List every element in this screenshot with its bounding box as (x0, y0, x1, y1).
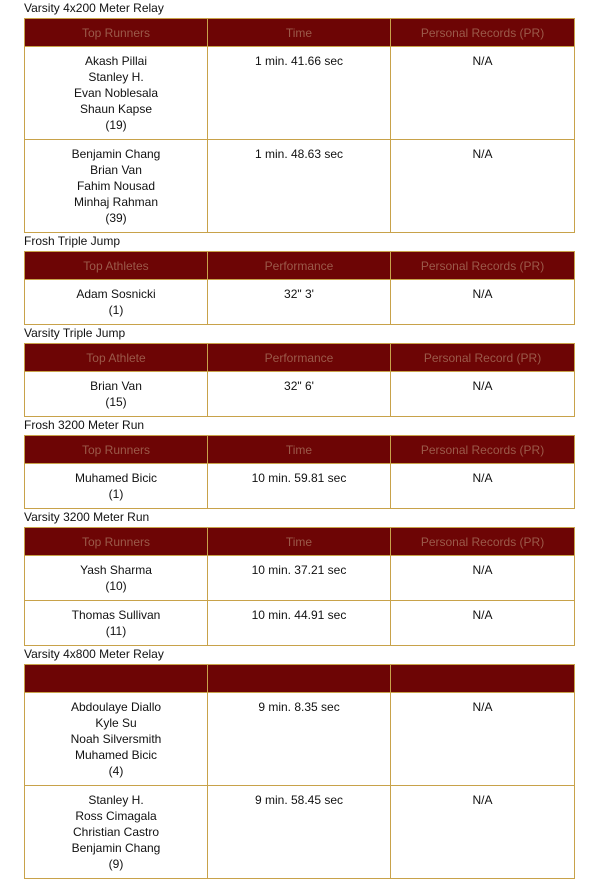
column-header: Personal Records (PR) (391, 19, 575, 47)
result-value-cell (208, 372, 391, 417)
athlete-name: (11) (105, 624, 127, 638)
section-title: Varsity 4x200 Meter Relay (24, 1, 164, 15)
personal-record-value: N/A (472, 379, 493, 393)
personal-record-value: N/A (472, 793, 493, 807)
result-value-cell (208, 601, 391, 646)
athlete-name: (15) (105, 395, 127, 409)
table-row (25, 47, 575, 140)
athlete-name: Muhamed Bicic (74, 748, 158, 762)
result-value: 1 min. 48.63 sec (254, 147, 344, 161)
personal-record-value: N/A (472, 608, 493, 622)
personal-record-cell (391, 786, 575, 879)
table-row (25, 280, 575, 325)
table-row (25, 556, 575, 601)
result-value-cell (208, 786, 391, 879)
table-header-row (25, 344, 575, 372)
table-header-row (25, 19, 575, 47)
athlete-name: Brian Van (90, 163, 142, 177)
table-row (25, 601, 575, 646)
athlete-name: (4) (108, 764, 124, 778)
athlete-name: (39) (105, 211, 127, 225)
column-header: Performance (208, 344, 391, 372)
personal-record-value: N/A (472, 54, 493, 68)
athlete-name: (1) (108, 487, 124, 501)
personal-record-cell (391, 372, 575, 417)
section-title: Frosh 3200 Meter Run (24, 418, 145, 432)
athlete-names-cell (25, 786, 208, 879)
athlete-name: Brian Van (90, 379, 142, 393)
result-value-cell (208, 464, 391, 509)
column-header: Top Runners (25, 436, 208, 464)
athlete-name: Yash Sharma (80, 563, 152, 577)
athlete-names-cell (25, 464, 208, 509)
results-table (24, 435, 575, 509)
result-value-cell (208, 47, 391, 140)
personal-record-cell (391, 47, 575, 140)
athlete-names-cell (25, 280, 208, 325)
column-header (391, 665, 575, 693)
athlete-name: Minhaj Rahman (73, 195, 159, 209)
result-value: 10 min. 59.81 sec (251, 471, 347, 485)
result-value-cell (208, 140, 391, 233)
athlete-names-cell (25, 47, 208, 140)
athlete-name: Noah Silversmith (70, 732, 162, 746)
personal-record-cell (391, 693, 575, 786)
athlete-name: Shaun Kapse (79, 102, 153, 116)
section-title: Varsity Triple Jump (24, 326, 126, 340)
result-value: 10 min. 37.21 sec (251, 563, 347, 577)
personal-record-value: N/A (472, 700, 493, 714)
column-header: Personal Record (PR) (391, 344, 575, 372)
result-value-cell (208, 556, 391, 601)
athlete-name: (1) (108, 303, 124, 317)
athlete-name: Abdoulaye Diallo (70, 700, 162, 714)
section-title: Varsity 3200 Meter Run (24, 510, 150, 524)
athlete-name: Stanley H. (88, 793, 144, 807)
athlete-names-cell (25, 556, 208, 601)
column-header: Personal Records (PR) (391, 436, 575, 464)
column-header: Top Athlete (25, 344, 208, 372)
column-header (25, 665, 208, 693)
athlete-name: Ross Cimagala (75, 809, 157, 823)
personal-record-cell (391, 601, 575, 646)
personal-record-value: N/A (472, 287, 493, 301)
table-row (25, 693, 575, 786)
personal-record-cell (391, 556, 575, 601)
section-title: Frosh Triple Jump (24, 234, 121, 248)
column-header: Personal Records (PR) (391, 252, 575, 280)
athlete-names-cell (25, 372, 208, 417)
athlete-name: (9) (108, 857, 124, 871)
personal-record-cell (391, 280, 575, 325)
results-table (24, 251, 575, 325)
athlete-name: Christian Castro (72, 825, 160, 839)
athlete-name: Stanley H. (88, 70, 144, 84)
athlete-name: Adam Sosnicki (76, 287, 156, 301)
athlete-names-cell (25, 693, 208, 786)
result-value: 1 min. 41.66 sec (254, 54, 344, 68)
table-header-row (25, 252, 575, 280)
column-header: Personal Records (PR) (391, 528, 575, 556)
athlete-name: (19) (105, 118, 127, 132)
table-row (25, 786, 575, 879)
personal-record-value: N/A (472, 147, 493, 161)
athlete-name: Evan Noblesala (73, 86, 159, 100)
result-value: 10 min. 44.91 sec (251, 608, 347, 622)
athlete-names-cell (25, 601, 208, 646)
athlete-name: Akash Pillai (84, 54, 148, 68)
result-value: 32" 6' (284, 379, 314, 393)
personal-record-value: N/A (472, 563, 493, 577)
table-row (25, 464, 575, 509)
athlete-name: Muhamed Bicic (74, 471, 158, 485)
personal-record-value: N/A (472, 471, 493, 485)
athlete-name: (10) (105, 579, 127, 593)
result-value-cell (208, 693, 391, 786)
results-table (24, 343, 575, 417)
table-row (25, 140, 575, 233)
table-header-row (25, 528, 575, 556)
column-header: Time (208, 19, 391, 47)
table-row (25, 372, 575, 417)
athlete-names-cell (25, 140, 208, 233)
athlete-name: Benjamin Chang (71, 147, 161, 161)
section-title: Varsity 4x800 Meter Relay (24, 647, 164, 661)
athlete-name: Fahim Nousad (76, 179, 156, 193)
athlete-name: Thomas Sullivan (71, 608, 161, 622)
column-header: Top Runners (25, 528, 208, 556)
results-table (24, 664, 575, 879)
results-table (24, 527, 575, 646)
column-header: Time (208, 528, 391, 556)
personal-record-cell (391, 464, 575, 509)
table-header-row (25, 436, 575, 464)
column-header: Top Athletes (25, 252, 208, 280)
athlete-name: Kyle Su (95, 716, 137, 730)
table-header-row (25, 665, 575, 693)
column-header (208, 665, 391, 693)
column-header: Top Runners (25, 19, 208, 47)
personal-record-cell (391, 140, 575, 233)
results-table (24, 18, 575, 233)
column-header: Time (208, 436, 391, 464)
athlete-name: Benjamin Chang (71, 841, 161, 855)
column-header: Performance (208, 252, 391, 280)
result-value-cell (208, 280, 391, 325)
result-value: 32" 3' (284, 287, 314, 301)
result-value: 9 min. 8.35 sec (258, 700, 340, 714)
result-value: 9 min. 58.45 sec (254, 793, 344, 807)
